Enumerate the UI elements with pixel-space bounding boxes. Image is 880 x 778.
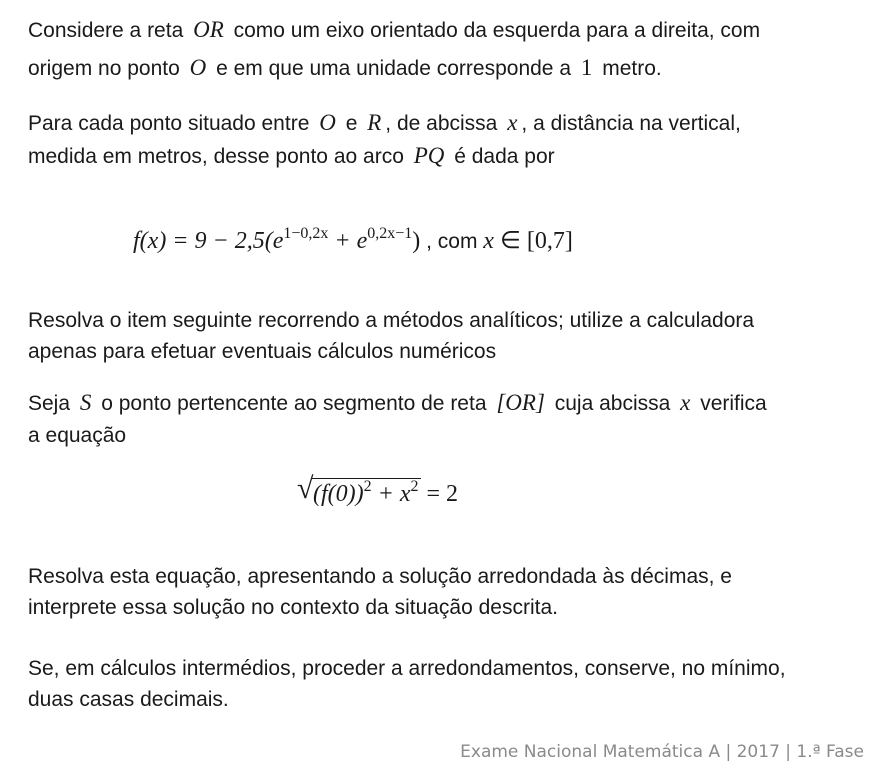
math-O: O <box>189 55 207 80</box>
exam-footer: Exame Nacional Matemática A | 2017 | 1.ª Fase <box>460 742 864 762</box>
paragraph-4-line-1: Seja S o ponto pertencente ao segmento de reta [OR] cuja abcissa x verifica <box>28 390 767 415</box>
paragraph-5-line-2: interprete essa solução no contexto da situação descrita. <box>28 596 558 619</box>
math-OR: OR <box>193 17 224 42</box>
math-O: O <box>319 110 336 135</box>
paragraph-2-line-2: medida em metros, desse ponto ao arco PQ é dada por <box>28 143 555 168</box>
math-S: S <box>79 390 92 415</box>
paragraph-1-line-2: origem no ponto O e em que uma unidade corresponde a 1 metro. <box>28 55 662 80</box>
math-R: R <box>367 110 382 135</box>
math-PQ: PQ <box>413 143 445 168</box>
math-segment-OR: [OR] <box>496 390 545 415</box>
paragraph-5-line-1: Resolva esta equação, apresentando a solução arredondada às décimas, e <box>28 565 732 588</box>
math-x: x <box>680 390 691 415</box>
paragraph-4-line-2: a equação <box>28 424 127 447</box>
paragraph-1-line-1: Considere a reta OR como um eixo orientado da esquerda para a direita, com <box>28 17 761 42</box>
paragraph-2-line-1: Para cada ponto situado entre O e R , de abcissa x , a distância na vertical, <box>28 110 741 135</box>
math-one: 1 <box>580 55 593 80</box>
formula-sqrt-equation: √ $(f(0))^2 + x^2 = 2$ <box>297 472 459 507</box>
paragraph-3-line-2: apenas para efetuar eventuais cálculos numéricos <box>28 340 497 363</box>
paragraph-6-line-1: Se, em cálculos intermédios, proceder a arredondamentos, conserve, no mínimo, <box>28 657 786 680</box>
math-x: x <box>507 110 518 135</box>
sqrt-symbol: √ $(f(0))^2 + x^2$ <box>297 472 419 507</box>
paragraph-6-line-2: duas casas decimais. <box>28 688 229 711</box>
formula-f: $f(x) = 9 - 2,5(e^{1-0,2x} + e^{0,2x-1})$ , com x ∈ [0,7] <box>133 225 573 254</box>
paragraph-3-line-1: Resolva o item seguinte recorrendo a métodos analíticos; utilize a calculadora <box>28 309 755 332</box>
